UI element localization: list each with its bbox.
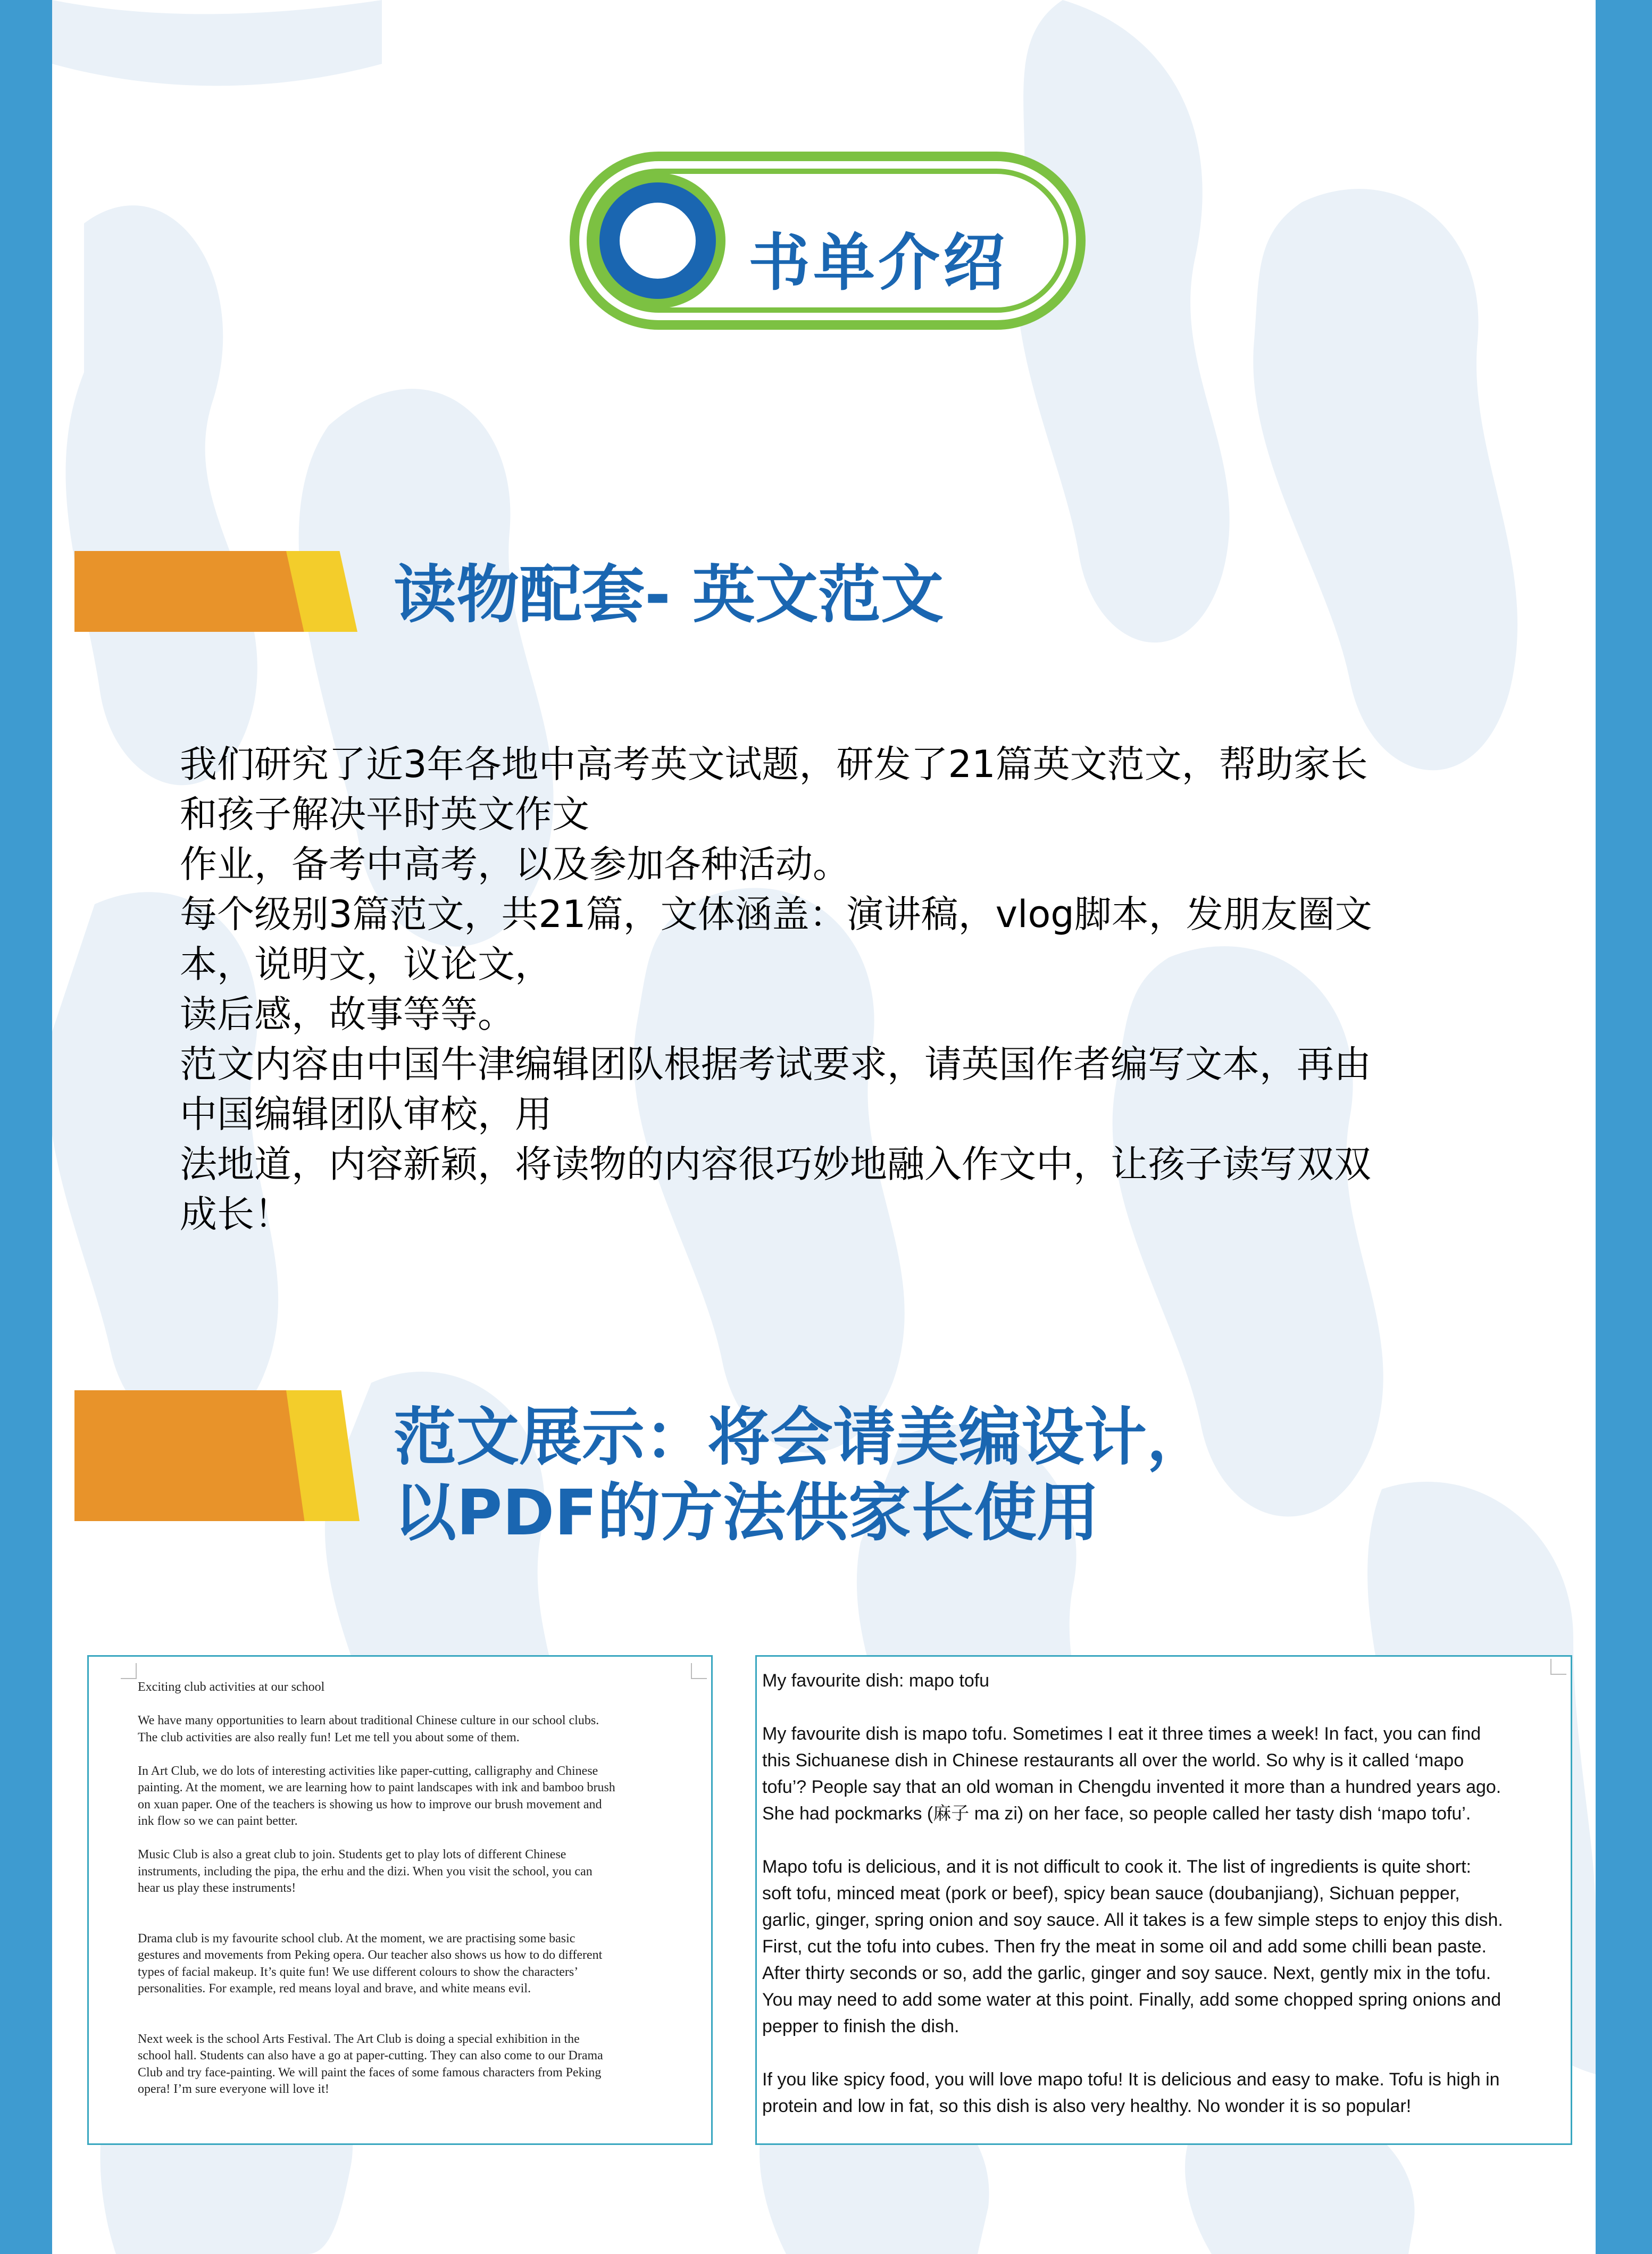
ring-icon [590, 173, 725, 308]
section-heading-1: 读物配套- 英文范文 [394, 558, 944, 631]
title-badge [570, 152, 1086, 330]
essay-preview-left: Exciting club activities at our school We have many opportunities to learn about traditional Chinese culture in our school clubs. The club activities are also really fun! Let me tell you about some of them. In Art Club, we do lots of interesting activities like paper-cutting, calligraphy and Chinese painting. At the moment, we are learning how to paint landscapes with ink and bamboo brush on xuan paper. One of the teachers is showing us how to improve our brush movement and ink flow so we can paint better. Music Club is also a great club to join. Students get to play lots of different Chinese instruments, including the pipa, the erhu and the dizi. When you visit the school, you can hear us play these instruments! Drama club is my favourite school club. At the moment, we are practising some basic gestures and movements from Peking opera. Our teacher also shows us how to do different types of facial makeup. It’s quite fun! We use different colours to show the characters’ personalities. For example, red means loyal and brave, and white means evil. Next week is the school Arts Festival. The Art Club is doing a special exhibition in the school hall. Students can also have a go at paper-cutting. They can also come to our Drama Club and try face-painting. We will paint the faces of some famous characters from Peking opera! I’m sure everyone will love it! [87, 1655, 713, 2145]
badge-title: 书单介绍 [748, 227, 1008, 299]
intro-text: 我们研究了近3年各地中高考英文试题，研发了21篇英文范文，帮助家长 和孩子解决平时英文作文 作业，备考中高考，以及参加各种活动。 每个级别3篇范文，共21篇，文体涵盖：演讲稿，vlog脚本，发朋友圈文 本，说明文，议论文， 读后感，故事等等。 范文内容由中国牛津编辑团队根据考试要求，请英国作者编写文本，再由 中国编辑团队审校，用 法地道，内容新颖，将读物的内容很巧妙地融入作文中，让孩子读写双双 成长！ [180, 742, 1372, 1236]
essay-preview-right: My favourite dish: mapo tofu My favourite dish is mapo tofu. Sometimes I eat it three times a week! In fact, you can find this Sichuanese dish in Chinese restaurants all over the world. So why is it called ‘mapo tofu’? People say that an old woman in Chengdu invented it more than a hundred years ago. She had pockmarks (麻子 ma zi) on her face, so people called her tasty dish ‘mapo tofu’. Mapo tofu is delicious, and it is not difficult to cook it. The list of ingredients is quite short: soft tofu, minced meat (pork or beef), spicy bean sauce (doubanjiang), Sichuan pepper, garlic, ginger, spring onion and soy sauce. All it takes is a few simple steps to enjoy this dish. First, cut the tofu into cubes. Then fry the meat in some oil and add some chilli bean paste. After thirty seconds or so, add the garlic, ginger and soy sauce. Next, gently mix in the tofu. You may need to add some water at this point. Finally, add some chopped spring onions and pepper to finish the dish. If you like spicy food, you will love mapo tofu! It is delicious and easy to make. Tofu is high in protein and low in fat, so this dish is also very healthy. No wonder it is so popular! [755, 1655, 1572, 2145]
section-heading-2-line2: 以PDF的方法供家长使用 [394, 1476, 1100, 1549]
page [52, 0, 1596, 2254]
section-heading-2-line1: 范文展示：将会请美编设计， [394, 1400, 1210, 1474]
essay-line: My favourite dish: mapo tofu [762, 1671, 990, 1691]
essay-line: Exciting club activities at our school [138, 1680, 325, 1694]
